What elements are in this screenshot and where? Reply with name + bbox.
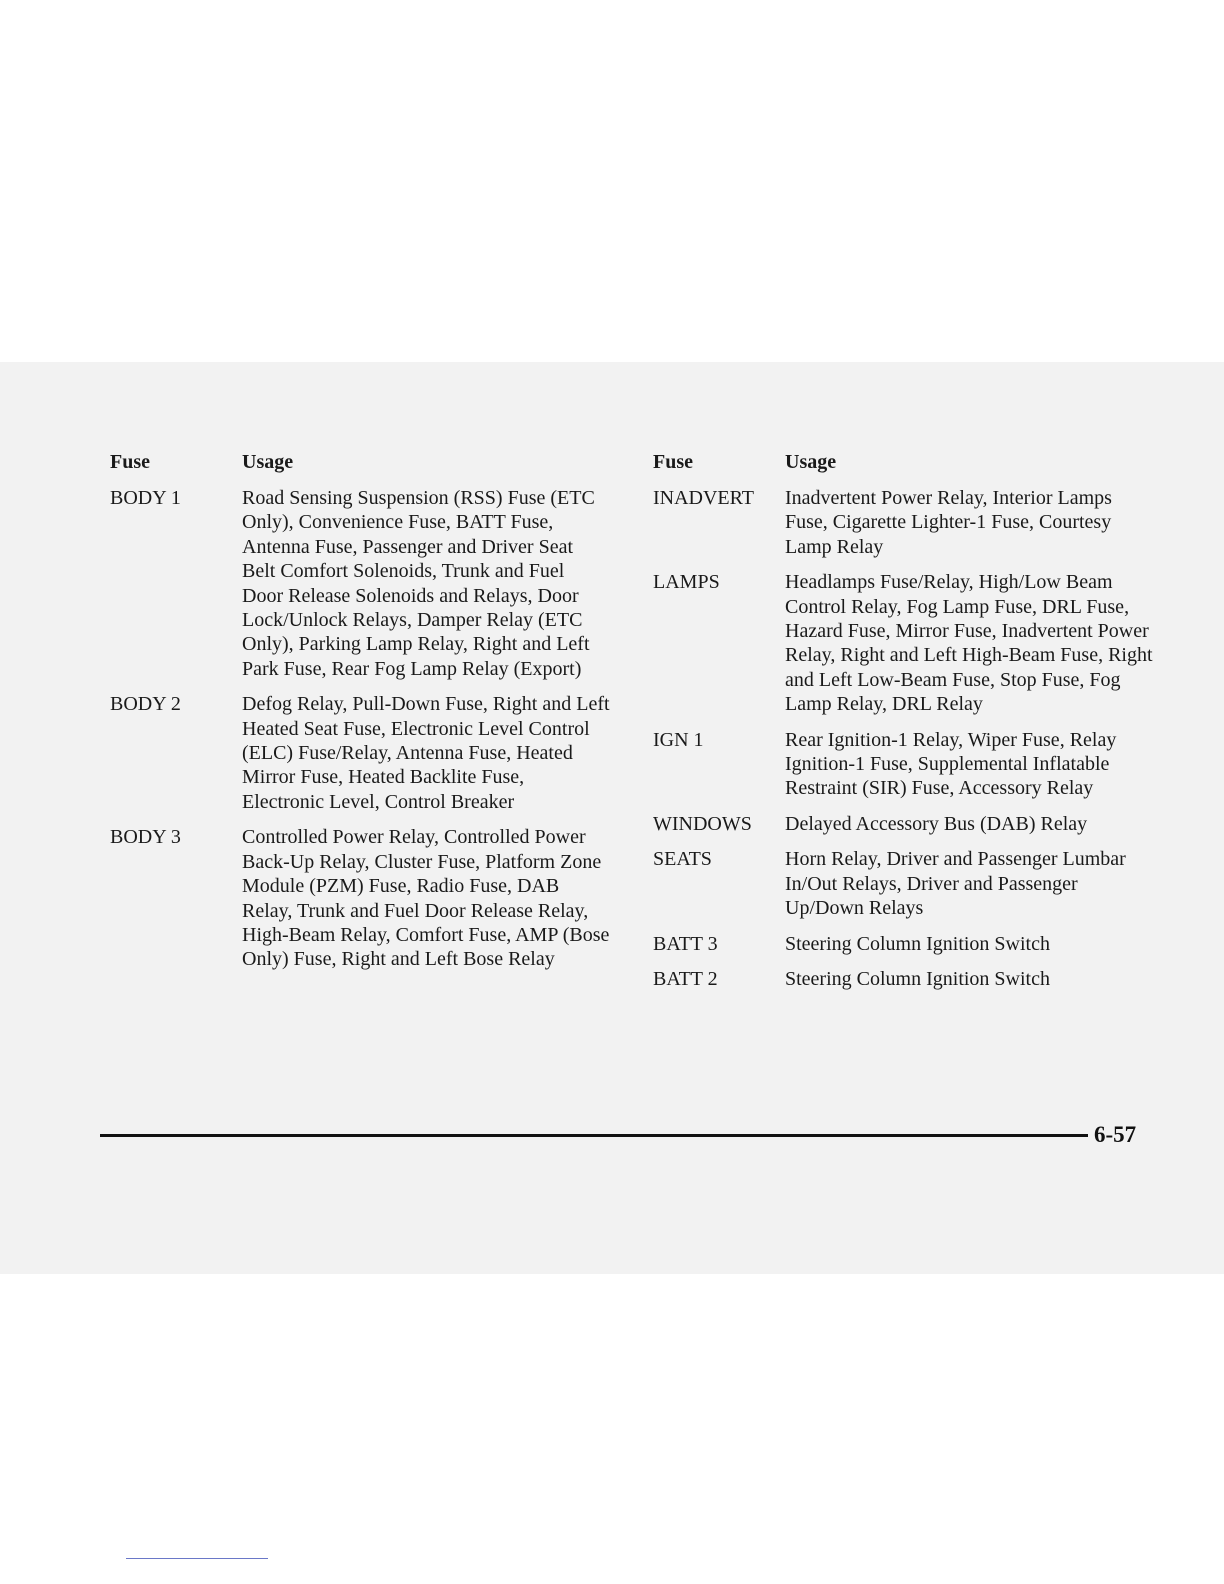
header-fuse: Fuse [653,451,693,473]
table-row [653,932,1153,956]
fuse-name: BATT 3 [653,932,718,955]
footer-rule [100,1134,1088,1137]
fuse-name: SEATS [653,848,712,871]
fuse-usage: Controlled Power Relay, Controlled Power Back-Up Relay, Cluster Fuse, Platform Zone Module (PZM) Fuse, Radio Fuse, DAB Relay, Trunk and Fuel Door Release Relay, High-Beam Relay, Comfort Fuse, AMP (Bose Only) Fuse, Right and Left Bose Relay [242,826,610,971]
fuse-name: BODY 2 [110,693,181,716]
header-fuse: Fuse [110,451,150,473]
table-row [653,812,1153,836]
table-row [110,825,610,971]
fuse-usage: Steering Column Ignition Switch [785,932,1050,955]
fuse-name: BODY 1 [110,487,181,509]
fuse-usage: Inadvertent Power Relay, Interior Lamps Fuse, Cigarette Lighter-1 Fuse, Courtesy Lamp Relay [785,487,1112,558]
fuse-usage: Delayed Accessory Bus (DAB) Relay [785,812,1088,835]
table-row [653,847,1153,920]
fuse-name: WINDOWS [653,812,752,835]
fuse-usage: Rear Ignition-1 Relay, Wiper Fuse, Relay Ignition-1 Fuse, Supplemental Inflatable Restraint (SIR) Fuse, Accessory Relay [785,728,1117,800]
fuse-name: LAMPS [653,571,720,594]
fuse-usage: Horn Relay, Driver and Passenger Lumbar In/Out Relays, Driver and Passenger Up/Down Relays [785,848,1126,920]
fuse-name: BODY 3 [110,826,181,849]
fuse-table-left [110,450,610,983]
fuse-table-right [653,450,1153,1002]
table-row [653,570,1153,716]
table-header [110,450,610,474]
header-usage: Usage [242,451,294,473]
fuse-usage: Defog Relay, Pull-Down Fuse, Right and Left Heated Seat Fuse, Electronic Level Control (ELC) Fuse/Relay, Antenna Fuse, Heated Mirror Fuse, Heated Backlite Fuse, Electronic Level, Control Breaker [242,693,610,813]
table-row [653,967,1153,991]
table-header [653,450,1153,474]
header-usage: Usage [785,451,837,473]
fuse-usage: Steering Column Ignition Switch [785,967,1050,990]
table-row [110,486,610,681]
fuse-usage: Road Sensing Suspension (RSS) Fuse (ETC Only), Convenience Fuse, BATT Fuse, Antenna Fuse, Passenger and Driver Seat Belt Comfort Solenoids, Trunk and Fuel Door Release Solenoids and Relays, Door Lock/Unlock Relays, Damper Relay (ETC Only), Parking Lamp Relay, Right and Left Park Fuse, Rear Fog Lamp Relay (Export) [242,487,595,680]
page-number: 6-57 [1094,1122,1137,1147]
fuse-name: BATT 2 [653,967,718,990]
table-row [110,692,610,814]
fuse-usage: Headlamps Fuse/Relay, High/Low Beam Control Relay, Fog Lamp Fuse, DRL Fuse, Hazard Fuse, Mirror Fuse, Inadvertent Power Relay, Right and Left High-Beam Fuse, Right and Left Low-Beam Fuse, Stop Fuse, Fog Lamp Relay, DRL Relay [785,571,1153,716]
fuse-name: INADVERT [653,487,755,509]
table-row [653,486,1153,559]
table-row [653,728,1153,801]
fuse-name: IGN 1 [653,728,704,751]
decorative-underline [126,1558,268,1559]
